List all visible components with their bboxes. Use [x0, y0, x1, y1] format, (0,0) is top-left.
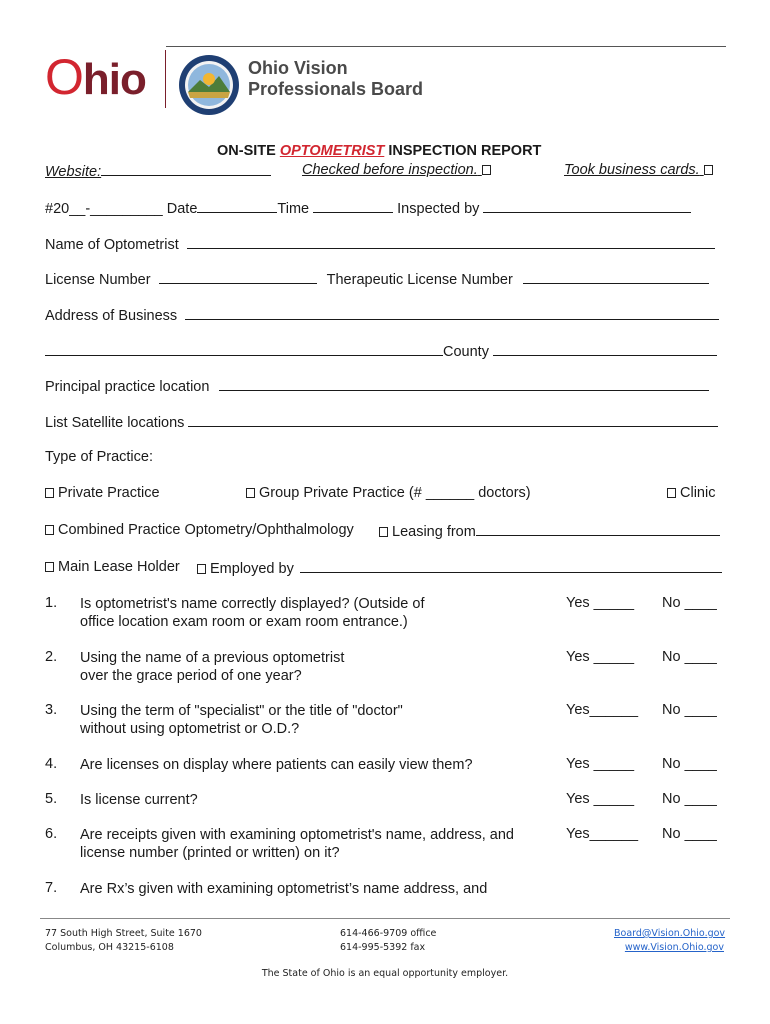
- name-label: Name of Optometrist: [45, 237, 179, 253]
- principal-row: [45, 377, 709, 395]
- type-of-practice-label: Type of Practice:: [45, 449, 153, 465]
- took-business-cards: Took business cards.: [564, 162, 717, 178]
- principal-field[interactable]: [219, 377, 709, 391]
- footer-email-link[interactable]: Board@Vision.Ohio.gov: [614, 928, 726, 939]
- footer-phone: 614-466-9709 office 614-995-5392 fax: [340, 928, 437, 953]
- address-label: Address of Business: [45, 308, 178, 324]
- license-field[interactable]: [159, 270, 317, 284]
- date-field[interactable]: [197, 199, 277, 213]
- question-no[interactable]: No ____: [662, 756, 717, 772]
- leasing-field[interactable]: [476, 522, 720, 536]
- principal-label: Principal practice location: [45, 379, 210, 395]
- question-number: 6.: [45, 826, 58, 842]
- option-main-lease-holder[interactable]: Main Lease Holder: [45, 559, 180, 575]
- footer-rule: [40, 918, 730, 919]
- question-number: 1.: [45, 595, 58, 611]
- website-row: [45, 162, 725, 180]
- option-leasing[interactable]: Leasing from: [379, 522, 720, 540]
- question-yes[interactable]: Yes _____: [566, 595, 635, 611]
- question-number: 3.: [45, 702, 58, 718]
- county-label: County: [443, 344, 489, 360]
- license-label: License Number: [45, 272, 151, 288]
- question-number: 7.: [45, 880, 58, 896]
- address-field[interactable]: [185, 306, 719, 320]
- ohio-logo: Ohio: [45, 49, 146, 105]
- checkbox-group[interactable]: [246, 488, 255, 498]
- date-label: Date: [166, 201, 198, 217]
- inspected-by-field[interactable]: [483, 199, 691, 213]
- employed-field[interactable]: [300, 559, 722, 573]
- satellite-label: List Satellite locations: [45, 415, 185, 431]
- question-text: Are licenses on display where patients can easily view them?: [80, 757, 473, 773]
- option-private-practice[interactable]: Private Practice: [45, 485, 160, 501]
- address-line2-field[interactable]: [45, 342, 443, 356]
- question-yes[interactable]: Yes _____: [566, 756, 635, 772]
- question-no[interactable]: No ____: [662, 826, 717, 842]
- question-yes[interactable]: Yes______: [566, 826, 639, 842]
- question-number: 5.: [45, 791, 58, 807]
- option-clinic[interactable]: Clinic: [667, 485, 715, 501]
- question-yes[interactable]: Yes _____: [566, 791, 635, 807]
- website-field[interactable]: [101, 162, 271, 176]
- question-text: Using the name of a previous optometrist over the grace period of one year?: [80, 650, 345, 684]
- checkbox-private[interactable]: [45, 488, 54, 498]
- footer-website-link[interactable]: www.Vision.Ohio.gov: [624, 942, 724, 953]
- question-number: 2.: [45, 649, 58, 665]
- checkbox-checked-before[interactable]: [482, 165, 491, 175]
- question-no[interactable]: No ____: [662, 702, 717, 718]
- checkbox-employed[interactable]: [197, 564, 206, 574]
- question-text: Is optometrist's name correctly displayed? (Outside of office location exam room or exam room entrance.): [80, 596, 425, 630]
- checkbox-clinic[interactable]: [667, 488, 676, 498]
- therapeutic-field[interactable]: [523, 270, 709, 284]
- question-text: Are receipts given with examining optometrist's name, address, and license number (printed or written) on it?: [80, 827, 514, 861]
- state-seal-icon: [178, 54, 240, 116]
- footer-address: 77 South High Street, Suite 1670 Columbus, OH 43215-6108: [45, 928, 202, 953]
- inspection-row: [45, 199, 691, 217]
- therapeutic-label: Therapeutic License Number: [326, 272, 513, 288]
- inspected-by-label: Inspected by: [397, 201, 480, 217]
- address-row: [45, 306, 719, 324]
- board-name: Ohio Vision Professionals Board: [248, 58, 424, 99]
- question-number: 4.: [45, 756, 58, 772]
- time-field[interactable]: [313, 199, 393, 213]
- question-yes[interactable]: Yes _____: [566, 649, 635, 665]
- question-text: Are Rx’s given with examining optometrist’s name address, and: [80, 881, 488, 897]
- checkbox-combined[interactable]: [45, 525, 54, 535]
- header-rule: [166, 46, 726, 47]
- inspection-number: #20__-_________: [45, 201, 163, 217]
- footer-eoe: The State of Ohio is an equal opportunity employer.: [261, 968, 509, 979]
- website-label: Website:: [45, 164, 102, 180]
- checkbox-business-cards[interactable]: [704, 165, 713, 175]
- question-text: Is license current?: [80, 792, 198, 808]
- name-field[interactable]: [187, 235, 715, 249]
- checkbox-leasing[interactable]: [379, 527, 388, 537]
- question-no[interactable]: No ____: [662, 595, 717, 611]
- county-field[interactable]: [493, 342, 717, 356]
- checkbox-main-lease[interactable]: [45, 562, 54, 572]
- question-no[interactable]: No ____: [662, 649, 717, 665]
- name-row: [45, 235, 715, 253]
- question-text: Using the term of "specialist" or the title of "doctor" without using optometrist or O.D.?: [80, 703, 403, 737]
- option-combined-practice[interactable]: Combined Practice Optometry/Ophthalmology: [45, 522, 354, 538]
- footer-contact: [614, 927, 724, 955]
- satellite-row: [45, 413, 718, 431]
- county-row: [45, 342, 717, 360]
- checked-before-inspection: Checked before inspection.: [302, 162, 495, 178]
- satellite-field[interactable]: [188, 413, 718, 427]
- license-row: [45, 270, 709, 288]
- option-group-practice[interactable]: Group Private Practice (# ______ doctors): [246, 485, 531, 501]
- time-label: Time: [277, 201, 310, 217]
- option-employed-by[interactable]: Employed by: [197, 559, 722, 577]
- report-title: ON-SITE OPTOMETRIST INSPECTION REPORT: [217, 143, 542, 159]
- header-divider: [165, 50, 166, 108]
- question-yes[interactable]: Yes______: [566, 702, 639, 718]
- question-no[interactable]: No ____: [662, 791, 717, 807]
